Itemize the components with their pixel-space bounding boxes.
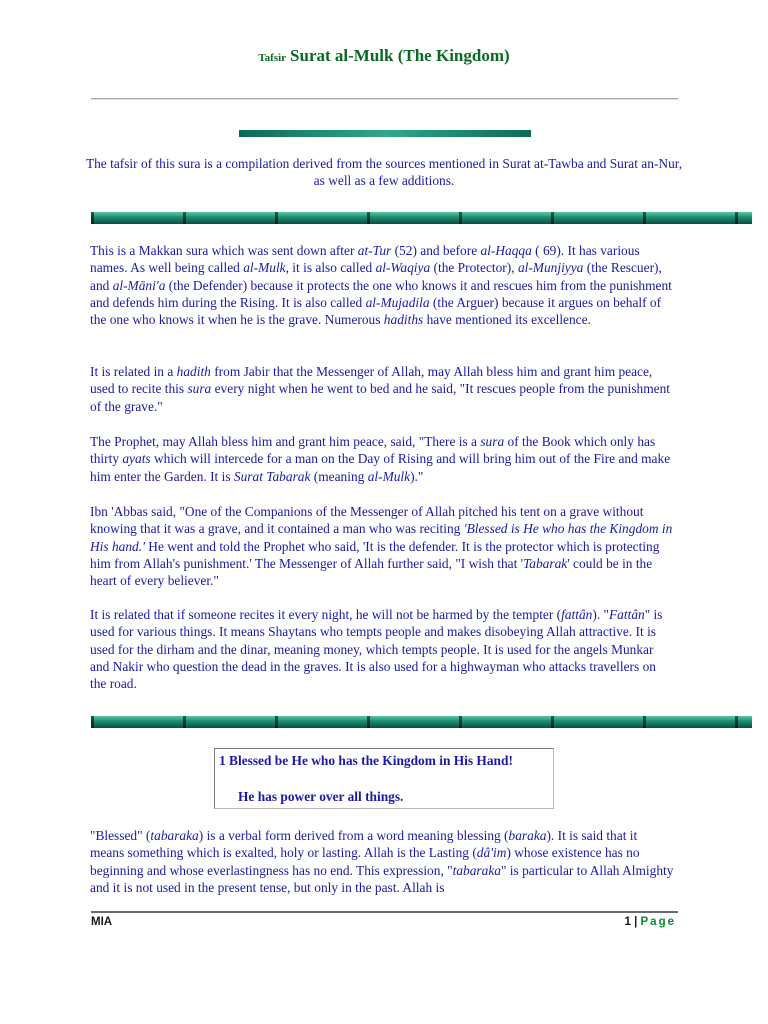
header-divider <box>91 98 678 100</box>
decorative-bar-bottom <box>91 716 752 728</box>
decorative-bar-top <box>91 212 752 224</box>
paragraph-4: Ibn 'Abbas said, "One of the Companions of the Messenger of Allah pitched his tent on a grave without knowing that it was a grave, and it contained a man who was reciting 'Blessed is He who has the Kingdom in His hand.' He went and told the Prophet who said, 'It is the defender. It is the protector which is protecting him from Allah's punishment.' The Messenger of Allah further said, "I wish that 'Tabarak' could be in the heart of every believer." <box>90 504 673 589</box>
verse-box <box>214 748 554 809</box>
paragraph-6: "Blessed" (tabaraka) is a verbal form derived from a word meaning blessing (baraka). It is said that it means something which is exalted, holy or lasting. Allah is the Lasting (dâ'im) whose existence has no beginning and whose everlastingness has no end. This expression, "tabaraka" is particular to Allah Almighty and it is not used in the present tense, but only in the past. Allah is <box>90 828 674 895</box>
document-title <box>0 46 768 66</box>
page-separator: | <box>634 916 638 928</box>
footer-divider <box>91 911 678 913</box>
page-number: 1 <box>624 916 631 928</box>
paragraph-3: The Prophet, may Allah bless him and grant him peace, said, "There is a sura of the Book which only has thirty ayats which will intercede for a man on the Day of Rising and will bring him out of the Fire and make him enter the Garden. It is Surat Tabarak (meaning al-Mulk)." <box>90 434 671 484</box>
paragraph-2: It is related in a hadith from Jabir that the Messenger of Allah, may Allah bless him and grant him peace, used to recite this sura every night when he went to bed and he said, "It rescues people from the punishment of the grave." <box>90 364 671 414</box>
title-main: Surat al-Mulk (The Kingdom) <box>290 46 510 65</box>
paragraph-5: It is related that if someone recites it every night, he will not be harmed by the tempter (fattân). "Fattân" is used for various things. It means Shaytans who tempts people and makes disobeying Allah attractive. It is used for the dirham and the dinar, meaning money, which tempts people. It is used for the angels Munkar and Nakir who question the dead in the graves. It is also used for a highwayman who attacks travellers on the road. <box>90 607 663 692</box>
footer-label: MIA <box>91 916 113 928</box>
short-decorative-bar <box>239 130 531 137</box>
title-prefix: Tafsir <box>258 52 287 64</box>
paragraph-1: This is a Makkan sura which was sent down after at-Tur (52) and before al-Haqqa ( 69). It has various names. As well being called al-Mulk, it is also called al-Waqiya (the Protector), al-Munjiyya (the Rescuer), and al-Māni'a (the Defender) because it protects the one who knows it and rescues him from the punishment and defends him during the Rising. It is also called al-Mujadila (the Arguer) because it argues on behalf of the one who knows it when he is the grave. Numerous hadiths have mentioned its excellence. <box>90 243 672 328</box>
page-indicator <box>600 916 676 928</box>
verse-line-1: 1 Blessed be He who has the Kingdom in His Hand! <box>219 753 513 768</box>
verse-line-2: He has power over all things. <box>238 789 404 804</box>
page-word: Page <box>640 916 676 928</box>
intro-paragraph: The tafsir of this sura is a compilation derived from the sources mentioned in Surat at-Tawba and Surat an-Nur, as well as a few additions. <box>85 156 683 189</box>
